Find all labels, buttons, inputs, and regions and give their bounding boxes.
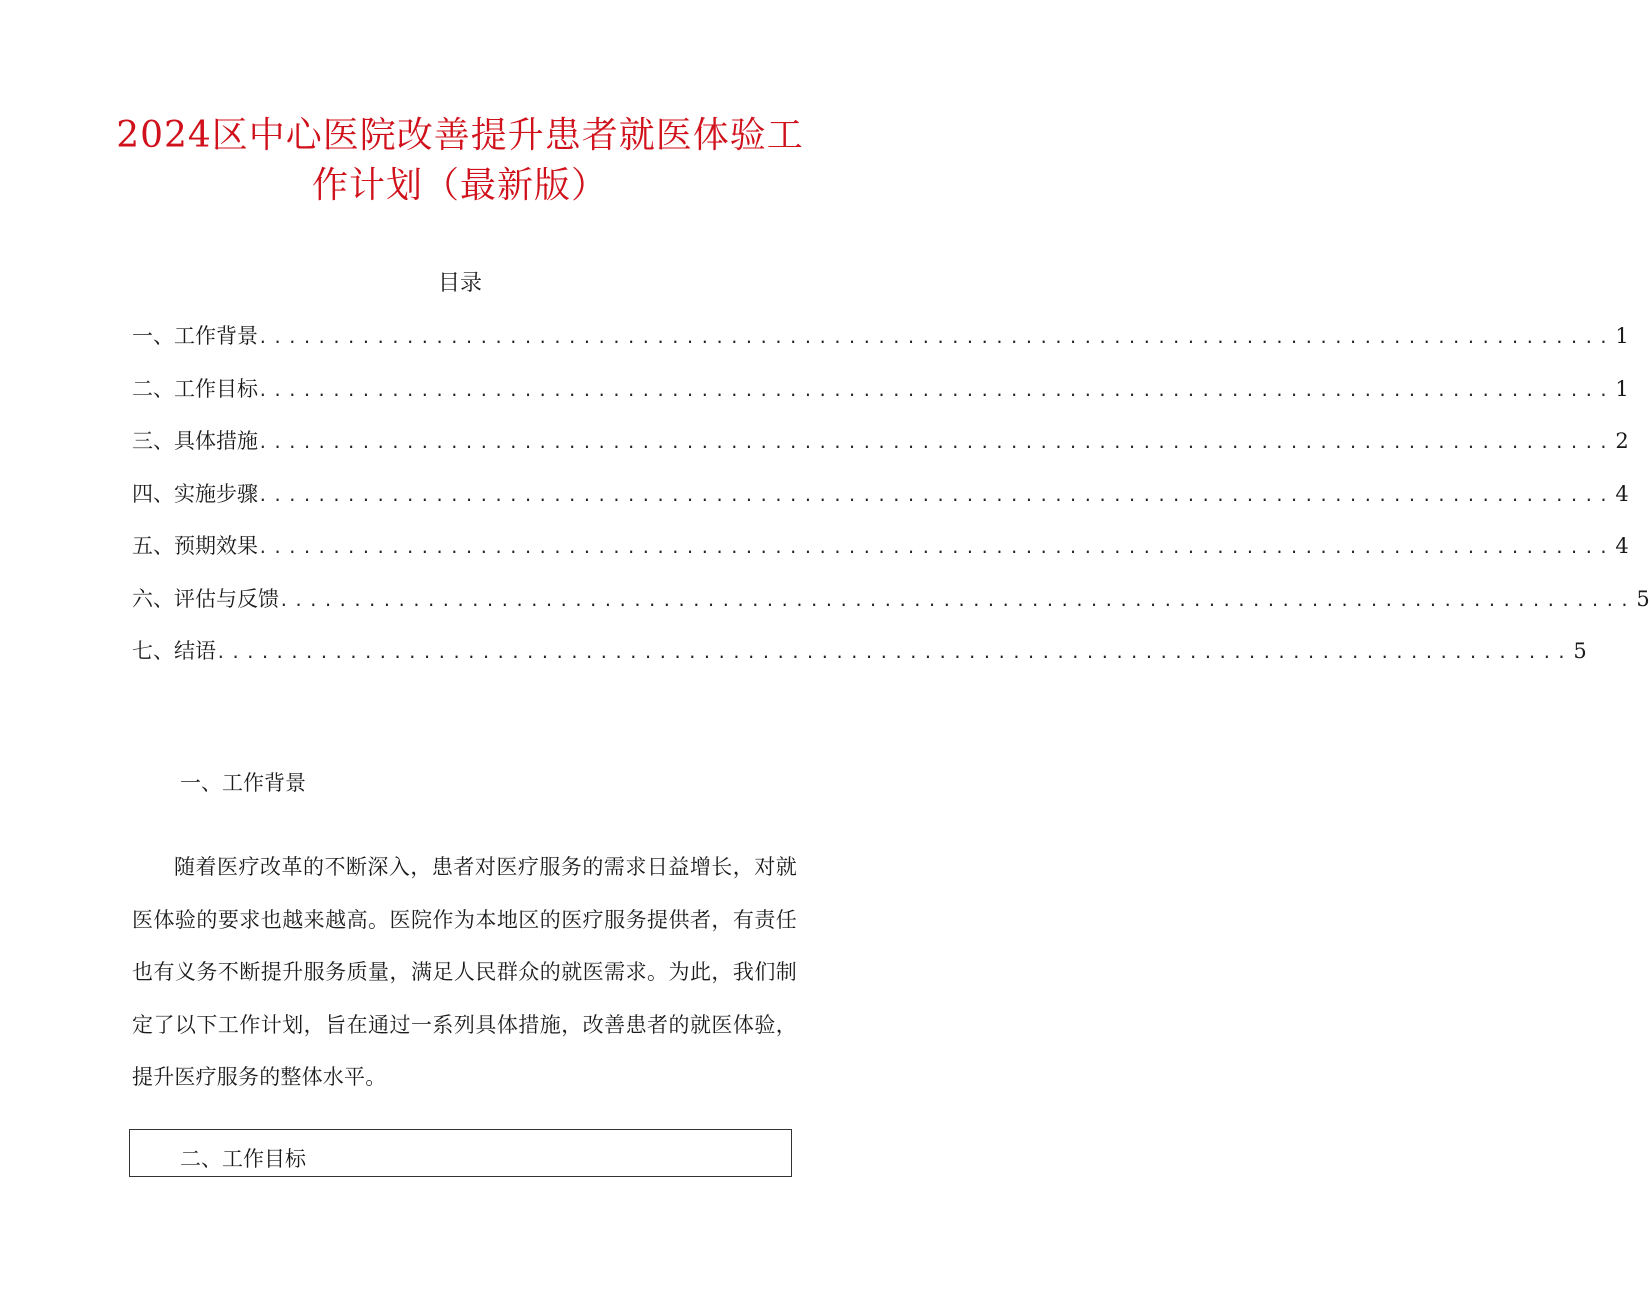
background-paragraph: 随着医疗改革的不断深入，患者对医疗服务的需求日益增长，对就医体验的要求也越来越高。医院作为本地区的医疗服务提供者，有责任也有义务不断提升服务质量，满足人民群众的就医需求。为此，我们制定了以下工作计划，旨在通过一系列具体措施，改善患者的就医体验，提升医疗服务的整体水平。 [132, 855, 797, 1089]
toc-entry-label: 六、评估与反馈 [132, 586, 279, 611]
toc-leader-dots: ............................................................................................ [258, 485, 1614, 505]
toc-leader-dots: ............................................................................................ [258, 328, 1614, 347]
toc-entry-page: 5 [1573, 639, 1587, 663]
toc-heading: 目录 [437, 271, 482, 296]
toc-leader-dots: ............................................................................................ [216, 643, 1572, 662]
toc-entry-label: 一、工作背景 [132, 324, 258, 348]
toc-leader-dots: ............................................................................................ [258, 433, 1614, 452]
toc-entry-page: 5 [1636, 586, 1650, 611]
toc-entry-page: 4 [1615, 481, 1629, 506]
toc-leader-dots: ............................................................................................ [258, 538, 1614, 557]
toc-entry-label: 五、预期效果 [132, 534, 258, 558]
section-heading-background: 一、工作背景 [180, 771, 306, 795]
toc-entry[interactable] [132, 318, 1629, 371]
table-of-contents [132, 318, 1650, 686]
toc-entry[interactable] [132, 423, 1629, 476]
toc-entry[interactable] [132, 581, 1650, 634]
toc-leader-dots: ............................................................................................ [258, 380, 1614, 400]
toc-leader-dots: ............................................................................................ [279, 590, 1635, 610]
toc-entry-label: 三、具体措施 [132, 429, 258, 453]
toc-entry-page: 1 [1615, 324, 1629, 348]
toc-entry-page: 4 [1615, 534, 1629, 558]
toc-entry[interactable] [132, 476, 1629, 529]
toc-entry-page: 1 [1615, 376, 1629, 401]
section-heading-goals: 二、工作目标 [180, 1147, 306, 1171]
toc-entry[interactable] [132, 633, 1587, 686]
document-title-line-2: 作计划（最新版） [311, 165, 608, 206]
toc-entry-page: 2 [1615, 429, 1629, 453]
toc-entry[interactable] [132, 371, 1629, 424]
toc-entry-label: 二、工作目标 [132, 376, 258, 401]
toc-entry-label: 七、结语 [132, 639, 216, 663]
toc-entry-label: 四、实施步骤 [132, 481, 258, 506]
document-title-line-1: 2024区中心医院改善提升患者就医体验工 [116, 115, 804, 156]
toc-entry[interactable] [132, 528, 1629, 581]
